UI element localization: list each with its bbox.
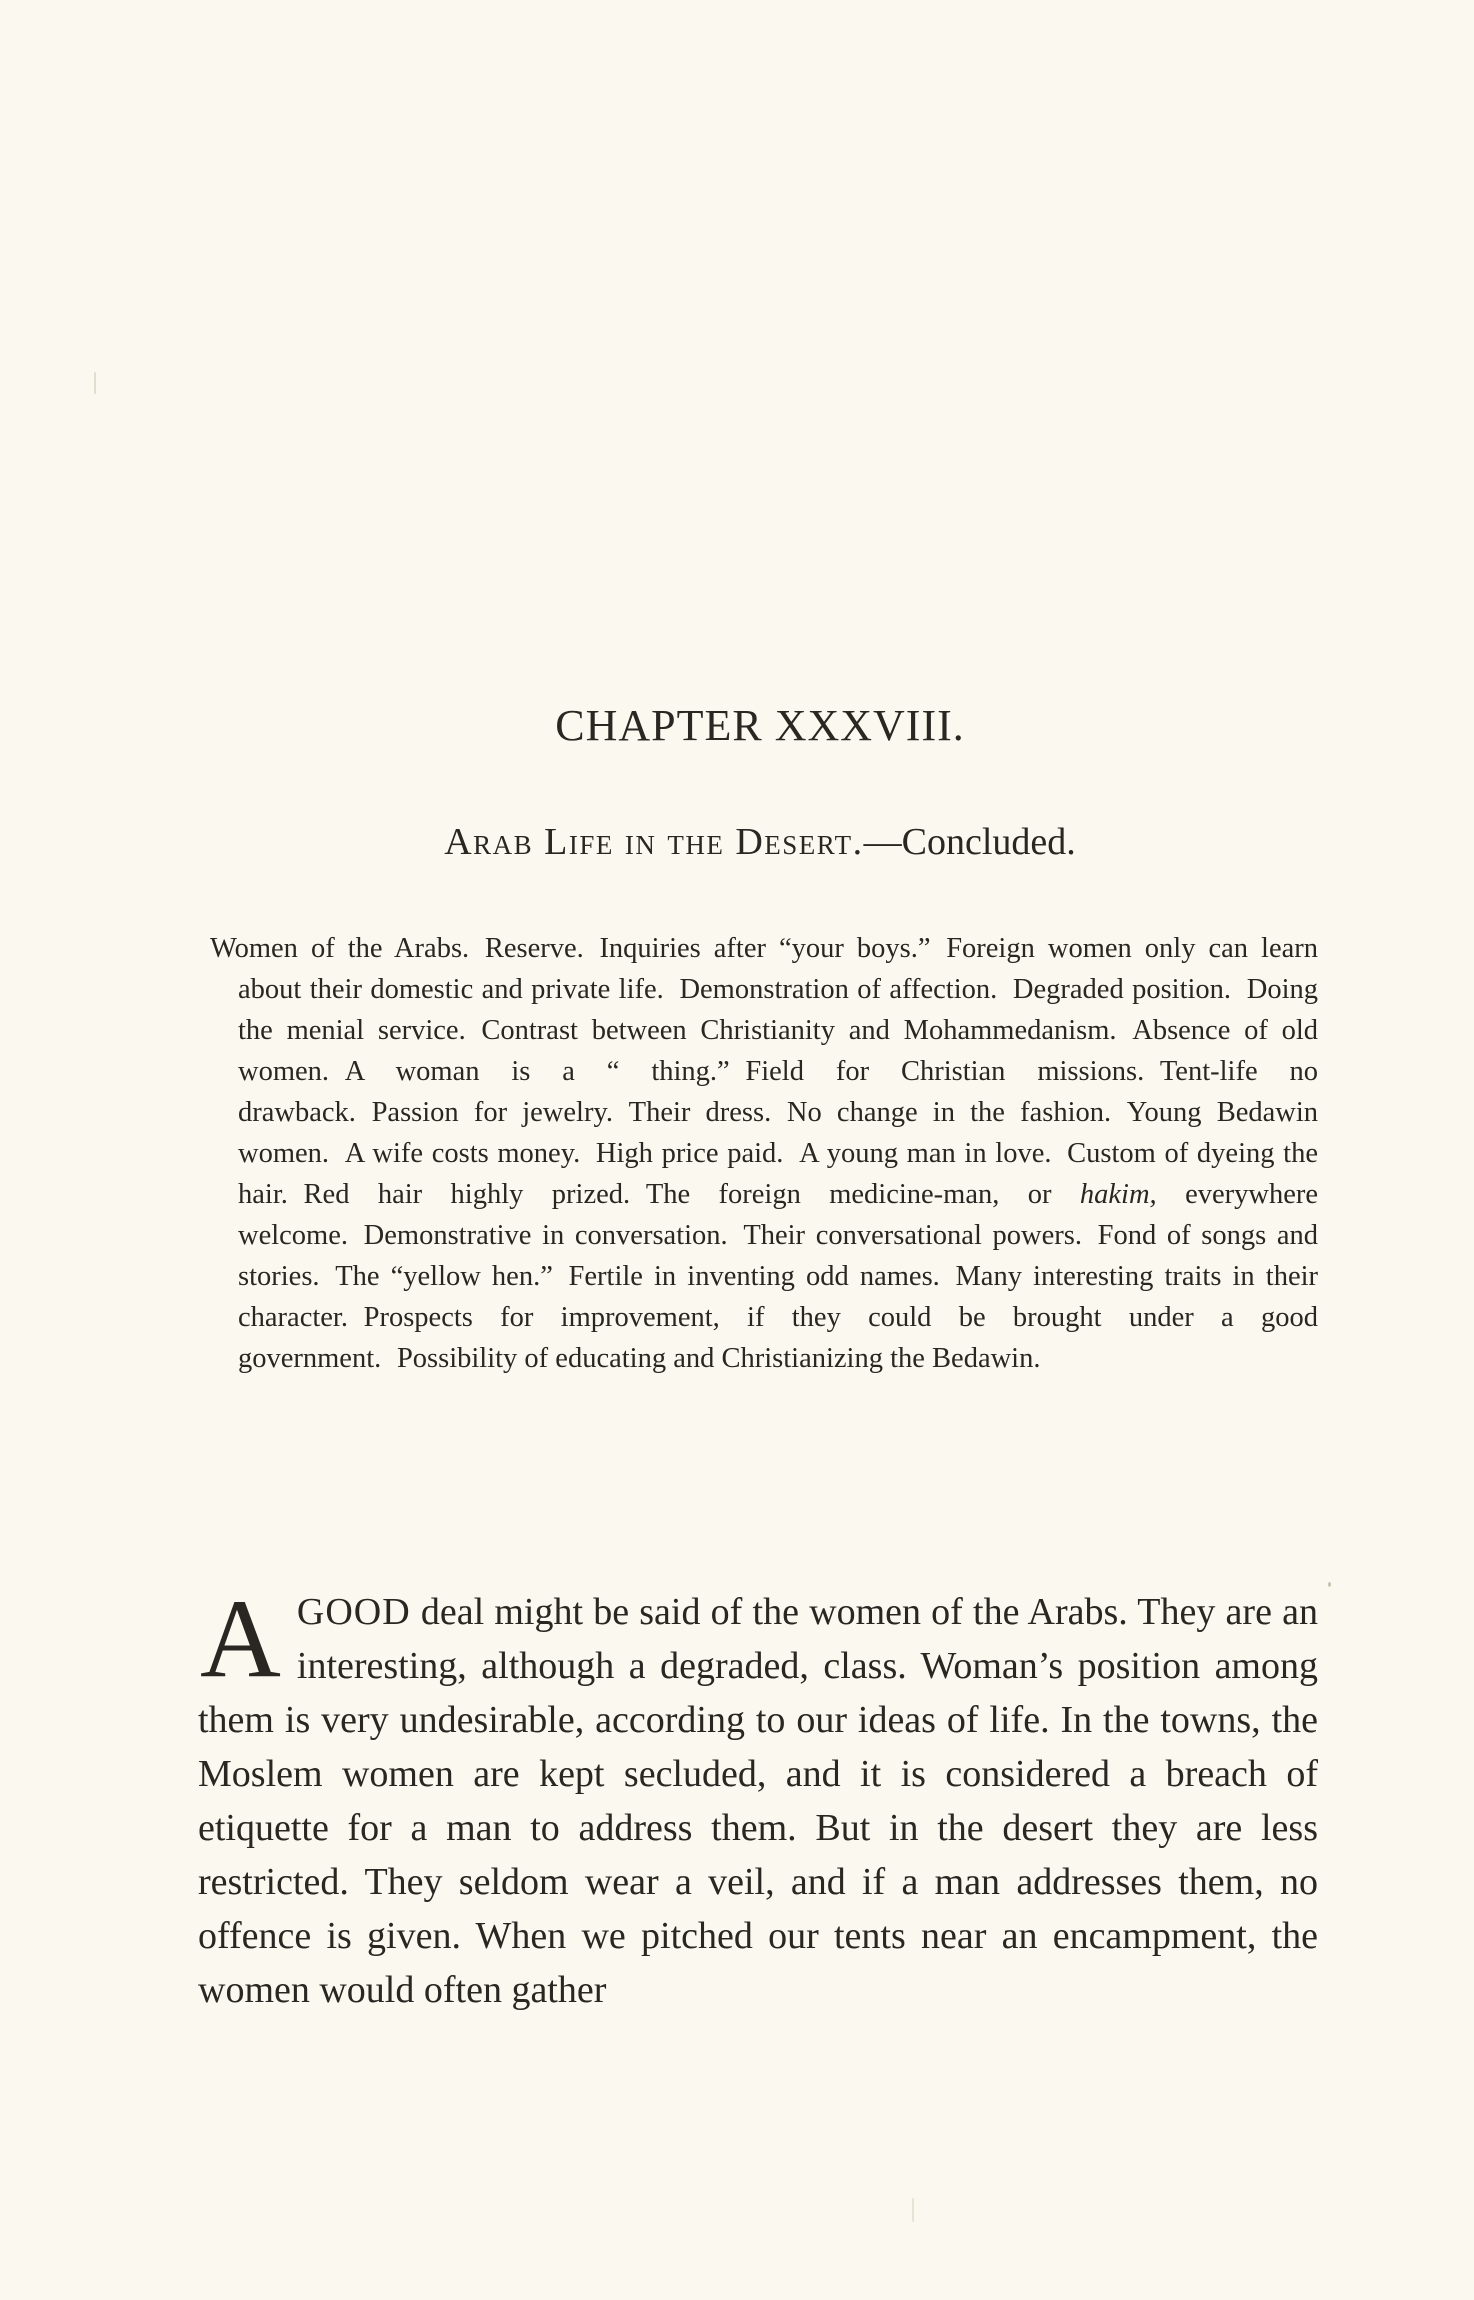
summary-item: A young man in love. (799, 1138, 1052, 1169)
summary-item: Demonstrative in conversation. (363, 1220, 728, 1251)
summary-item: Fertile in inventing odd names. (568, 1261, 940, 1292)
chapter-subtitle (200, 820, 1320, 864)
summary-item: Their conversational powers. (743, 1220, 1082, 1251)
paper-speck (1328, 1582, 1331, 1587)
summary-item: Women of the Arabs. (210, 933, 470, 964)
summary-item: Their dress. (628, 1097, 772, 1128)
subtitle-dash: — (863, 821, 902, 863)
summary-item: Red hair highly prized. (303, 1179, 631, 1210)
summary-item: Contrast between Christianity and Mohammedanism. (481, 1015, 1117, 1046)
subtitle-tail: Concluded. (901, 821, 1076, 863)
summary-item: Young Bedawin women. (238, 1097, 1318, 1169)
summary-item: Field for Christian missions. (745, 1056, 1145, 1087)
summary-item: Inquiries after “your boys.” (599, 933, 931, 964)
summary-item: Doing the menial service. (238, 974, 1318, 1046)
body-paragraph (198, 1577, 1319, 2017)
summary-item: Reserve. (484, 933, 584, 964)
drop-cap: A (200, 1577, 281, 1701)
summary-item: Demonstration of affection. (679, 974, 998, 1005)
hakim-suffix: everywhere welcome. (238, 1179, 1319, 1251)
summary-item: Degraded position. (1012, 974, 1232, 1005)
summary-item: The “yellow hen.” (335, 1261, 553, 1292)
paper-speck (94, 372, 96, 394)
summary-item: Possibility of educating and Christianizing the Bedawin. (396, 1343, 1041, 1374)
summary-item: Fond of songs and stories. (238, 1220, 1318, 1292)
chapter-summary (210, 928, 1318, 1379)
summary-item: Tent-life no drawback. (238, 1056, 1318, 1128)
summary-item: No change in the fashion. (786, 1097, 1112, 1128)
subtitle-title: Arab Life in the Desert. (444, 821, 864, 863)
summary-item: Absence of old women. (238, 1015, 1319, 1087)
summary-item: A woman is a “ thing.” (344, 1056, 730, 1087)
hakim-prefix: The foreign medicine-man, or (645, 1179, 1052, 1210)
summary-item: A wife costs money. (344, 1138, 581, 1169)
summary-item: Foreign women only can learn about their domestic and private life. (238, 933, 1318, 1005)
summary-item: Passion for jewelry. (371, 1097, 613, 1128)
hakim-word: hakim, (1079, 1179, 1157, 1210)
summary-item: Custom of dyeing the hair. (238, 1138, 1318, 1210)
body-text: deal might be said of the women of the Arabs. They are an interesting, although a degraded, class. Woman’s position among them is very undesirable, according to our ideas of life. In the towns, the Moslem women are kept secluded, and it is considered a breach of etiquette for a man to address them. But in the desert they are less restricted. They seldom wear a veil, and if a man addresses them, no offence is given. When we pitched our tents near an encampment, the women would often gather (198, 1591, 1319, 2011)
first-word: GOOD (296, 1591, 411, 1633)
summary-item: Prospects for improvement, if they could be brought under a good government. (238, 1302, 1318, 1374)
summary-item: Many interesting traits in their character. (238, 1261, 1319, 1333)
chapter-heading: CHAPTER XXXVIII. (555, 701, 965, 750)
summary-item: High price paid. (595, 1138, 784, 1169)
paper-speck (912, 2198, 914, 2222)
